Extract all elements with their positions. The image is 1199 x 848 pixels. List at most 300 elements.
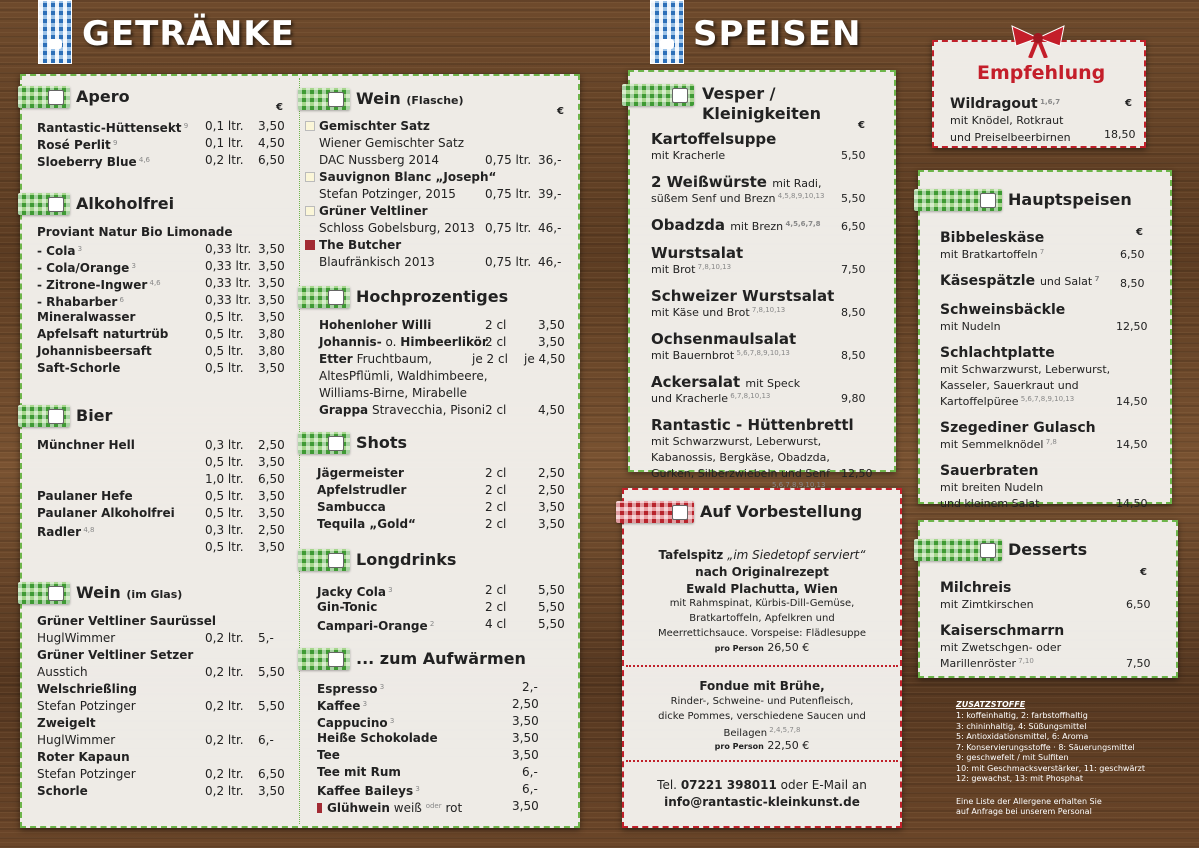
dish-name <box>651 330 796 348</box>
section-title <box>356 550 456 569</box>
section-title-text: Auf Vorbestellung <box>700 502 863 521</box>
drink-price: 3,50 <box>258 293 285 307</box>
drink-price: 5,50 <box>538 583 565 597</box>
dish-price: 7,50 <box>841 263 866 276</box>
drink-name-2: Himbeerlikör <box>400 335 488 349</box>
drink-row <box>37 750 298 765</box>
euro-header: € <box>1140 567 1147 578</box>
vorbestellung-line <box>626 548 898 562</box>
drink-name: Sambucca <box>317 500 386 514</box>
dish-price: 14,50 <box>1116 438 1148 451</box>
allergen-note: Eine Liste der Allergene erhalten Sie <box>956 797 1102 806</box>
fondue-price: 22,50 € <box>767 739 810 752</box>
drink-price: 2,50 <box>538 483 565 497</box>
gluehwein-icon <box>317 803 322 813</box>
dish-name <box>940 580 1011 596</box>
vorbestellung-line <box>626 565 898 579</box>
tafelspitz-name: Tafelspitz <box>658 548 724 562</box>
dish-inline: mit Speck <box>745 377 801 390</box>
vorbestellung-line <box>626 641 898 654</box>
drink-price: 3,50 <box>258 276 285 290</box>
tafelspitz-line: Ewald Plachutta, Wien <box>686 582 838 596</box>
dish-price: 18,50 <box>1104 128 1136 141</box>
section-title-text: Shots <box>356 433 408 452</box>
drink-name: Gemischter Satz <box>319 119 430 133</box>
vorbestellung-divider-1 <box>626 665 898 667</box>
dish-name <box>940 420 1096 436</box>
drink-extra: rot <box>445 801 463 815</box>
bow-icon <box>1006 24 1070 58</box>
drink-qty: 2 cl <box>485 600 507 614</box>
dish-name <box>651 130 776 148</box>
drink-sub: Schloss Gobelsburg, 2013 <box>319 221 475 235</box>
drink-extra: Williams-Birne, Mirabelle <box>319 386 468 400</box>
zusatzstoffe-line: 3: chininhaltig, 4: Süßungsmittel <box>956 721 1087 731</box>
dish-name <box>651 216 821 234</box>
allergen-line <box>772 481 825 494</box>
drink-qty: 0,75 ltr. <box>485 187 532 201</box>
dish-name <box>651 173 821 191</box>
drink-price: je 4,50 <box>524 352 566 366</box>
section-badge-icon <box>298 432 350 454</box>
drink-price: 2,50 <box>538 466 565 480</box>
drink-sub: Stefan Potzinger <box>37 699 136 713</box>
drink-row <box>319 386 467 401</box>
section-title-text: Vesper / Kleinigkeiten <box>702 84 821 123</box>
dish-price: 9,80 <box>841 392 866 405</box>
euro-header: € <box>858 120 865 131</box>
vorbestellung-line <box>626 778 898 792</box>
food-heading: SPEISEN <box>693 14 862 54</box>
drink-price: 3,80 <box>258 344 285 358</box>
dish-name <box>940 302 1065 318</box>
dish-desc <box>940 438 1057 451</box>
dish-desc <box>940 641 1061 654</box>
drink-price: 3,50 <box>258 259 285 273</box>
dish-desc-text: Kartoffelpüree <box>940 395 1019 408</box>
drink-price: 2,- <box>522 680 538 694</box>
drink-name: Grüner Veltliner Saurüssel <box>37 614 216 628</box>
section-title-text: ... zum Aufwärmen <box>356 649 526 668</box>
tafelspitz-quote: „im Siedetopf serviert“ <box>727 548 866 562</box>
dish-desc <box>651 263 731 276</box>
drink-name: Münchner Hell <box>37 438 135 452</box>
dish-desc <box>940 320 1001 333</box>
allergen-sup: 3 <box>360 700 368 708</box>
drink-name: Gin-Tonic <box>317 600 378 614</box>
dish-desc-text: mit Brot <box>651 263 696 276</box>
dish-desc-text: mit Bauernbrot <box>651 349 735 362</box>
section-title <box>1008 540 1087 559</box>
drink-name: Radler <box>37 525 82 539</box>
drink-row <box>37 614 298 629</box>
drink-qty: 0,1 ltr. <box>205 119 244 133</box>
drink-name: Proviant Natur Bio Limonade <box>37 225 233 239</box>
dish-title: Ochsenmaulsalat <box>651 330 797 348</box>
drink-name: Kaffee Baileys <box>317 784 414 798</box>
drink-qty: 0,5 ltr. <box>205 344 244 358</box>
drink-price: 2,50 <box>512 697 539 711</box>
dish-price: 8,50 <box>841 349 866 362</box>
drink-row <box>317 765 401 780</box>
section-badge-icon <box>18 405 70 427</box>
dish-desc-text: mit Nudeln <box>940 320 1001 333</box>
dish-title: Wildragout <box>950 96 1038 112</box>
drink-price: 3,50 <box>512 731 539 745</box>
drink-qty: 0,5 ltr. <box>205 489 244 503</box>
allergen-sup: 7,8,10,13 <box>695 263 732 271</box>
flag-left <box>38 0 72 64</box>
drink-qty: 0,2 ltr. <box>205 733 244 747</box>
drink-name: Tee <box>317 748 340 762</box>
dish-title: 2 Weißwürste <box>651 173 767 191</box>
white-wine-icon <box>305 172 315 182</box>
dish-desc-text: mit Schwarzwurst, Leberwurst, <box>940 363 1111 376</box>
dish-price: 5,50 <box>841 192 866 205</box>
vorbestellung-line <box>626 613 898 624</box>
drink-sub: HuglWimmer <box>37 733 116 747</box>
drink-qty: 0,75 ltr. <box>485 153 532 167</box>
section-badge-icon <box>298 286 350 308</box>
drink-name: Paulaner Alkoholfrei <box>37 506 175 520</box>
section-title <box>702 84 822 124</box>
drink-price: 6,- <box>522 765 538 779</box>
section-title <box>356 433 407 452</box>
drink-row <box>305 221 475 236</box>
drink-qty: 0,75 ltr. <box>485 221 532 235</box>
allergen-sup: 5,6,7,8,9,10,13 <box>772 481 826 489</box>
drink-name: Glühwein <box>327 801 390 815</box>
allergen-sup: 3 <box>75 245 83 253</box>
section-title-text: Wein <box>76 583 121 602</box>
drink-qty: 0,2 ltr. <box>205 767 244 781</box>
drink-name: The Butcher <box>319 238 402 252</box>
drink-name: Apfelstrudler <box>317 483 407 497</box>
allergen-sup: 6 <box>117 296 124 304</box>
fondue-desc: dicke Pommes, verschiedene Saucen und <box>658 711 866 722</box>
drink-price: 5,50 <box>258 665 285 679</box>
drink-name: Zweigelt <box>37 716 96 730</box>
drink-name: Johannisbeersaft <box>37 344 152 358</box>
allergen-sup: 3 <box>377 683 385 691</box>
allergen-sup: 3 <box>387 717 395 725</box>
dish-desc <box>940 379 1079 392</box>
allergen-sup: 3 <box>385 586 393 594</box>
dish-desc <box>940 497 1039 510</box>
dish-desc-text: und kleinem Salat <box>940 497 1040 510</box>
drink-price: 6,- <box>522 782 538 796</box>
drink-extra: o. <box>385 335 397 349</box>
drink-qty: 2 cl <box>485 403 507 417</box>
dish-desc <box>940 481 1043 494</box>
drink-qty: je 2 cl <box>472 352 508 366</box>
dish-desc <box>651 306 785 319</box>
drink-price: 6,50 <box>258 767 285 781</box>
drink-row <box>319 318 431 333</box>
drink-row <box>317 782 420 799</box>
dish-desc-text: mit Kracherle <box>651 149 726 162</box>
drink-name: - Rhabarber <box>37 295 118 309</box>
drink-price: 4,50 <box>258 136 285 150</box>
drink-qty: 2 cl <box>485 335 507 349</box>
drink-name: Tequila „Gold“ <box>317 517 416 531</box>
drink-price: 3,50 <box>258 119 285 133</box>
dish-inline: und Salat <box>1039 275 1093 288</box>
section-badge-icon <box>914 539 1002 561</box>
drink-name: Roter Kapaun <box>37 750 130 764</box>
section-title-text: Apero <box>76 87 130 106</box>
per-person: pro Person <box>714 644 764 653</box>
dish-desc <box>651 467 830 480</box>
section-title <box>76 194 174 213</box>
dish-desc-text: mit Käse und Brot <box>651 306 750 319</box>
allergen-sup: 2 <box>427 620 435 628</box>
drink-row <box>317 697 367 714</box>
drink-name: Rosé Perlit <box>37 138 111 152</box>
dish-title: Bibbeleskäse <box>940 230 1045 246</box>
dish-name <box>651 373 800 391</box>
section-badge-icon <box>622 84 694 106</box>
drink-price: 4,50 <box>538 403 565 417</box>
drink-price: 3,50 <box>258 540 285 554</box>
drink-sub: DAC Nussberg 2014 <box>319 153 439 167</box>
white-wine-icon <box>305 206 315 216</box>
dish-title: Kaiserschmarrn <box>940 623 1065 639</box>
drink-name: Grappa <box>319 403 369 417</box>
allergen-sup: 6,7,8,10,13 <box>728 392 771 400</box>
drink-qty: 0,2 ltr. <box>205 665 244 679</box>
drink-qty: 0,3 ltr. <box>205 523 244 537</box>
dish-price: 14,50 <box>1116 395 1148 408</box>
hauptspeisen-panel <box>918 170 1172 504</box>
drink-row <box>305 153 439 168</box>
dish-title: Sauerbraten <box>940 463 1039 479</box>
vorbestellung-line <box>626 696 898 707</box>
allergen-sup: 4,6 <box>136 156 151 164</box>
section-badge-icon <box>616 501 694 523</box>
dish-name <box>950 96 1060 112</box>
drink-name: Hohenloher Willi <box>319 318 432 332</box>
fondue-desc: Rinder-, Schweine- und Putenfleisch, <box>670 696 854 707</box>
dish-price: 6,50 <box>841 220 866 233</box>
dish-desc-text: mit breiten Nudeln <box>940 481 1044 494</box>
zusatzstoffe-line: 1: koffeinhaltig, 2: farbstoffhaltig <box>956 711 1088 720</box>
dish-desc <box>651 149 725 162</box>
allergen-sup: 9 <box>181 122 189 130</box>
dish-inline: mit Brezn <box>730 220 784 233</box>
drink-name: Paulaner Hefe <box>37 489 133 503</box>
section-badge-icon <box>298 549 350 571</box>
drink-row <box>319 335 488 350</box>
section-title-text: Desserts <box>1008 540 1088 559</box>
drink-price: 3,50 <box>258 506 285 520</box>
drink-qty: 0,5 ltr. <box>205 540 244 554</box>
dish-title: Kartoffelsuppe <box>651 130 777 148</box>
drink-price: 3,50 <box>258 784 285 798</box>
drink-qty: 0,5 ltr. <box>205 310 244 324</box>
drink-qty: 0,2 ltr. <box>205 784 244 798</box>
drink-qty: 4 cl <box>485 617 507 631</box>
drink-qty: 0,1 ltr. <box>205 136 244 150</box>
drink-name: Sauvignon Blanc „Joseph“ <box>319 170 497 184</box>
dish-desc-text: mit Bratkartoffeln <box>940 248 1038 261</box>
drink-sub: Wiener Gemischter Satz <box>319 136 465 150</box>
vorbestellung-panel <box>622 488 902 828</box>
section-subtitle: (im Glas) <box>126 588 183 601</box>
per-person: pro Person <box>714 742 764 751</box>
drink-row <box>317 748 340 763</box>
dish-desc <box>940 395 1074 408</box>
drink-price: 2,50 <box>258 438 285 452</box>
drink-name: Sloeberry Blue <box>37 155 137 169</box>
drink-price: 46,- <box>538 255 562 269</box>
section-badge-icon <box>914 189 1002 211</box>
empfehlung-title: Empfehlung <box>977 62 1106 84</box>
fondue-name: Fondue mit Brühe, <box>699 679 825 693</box>
euro-header: € <box>1136 227 1143 238</box>
drink-extra: Fruchtbaum, <box>356 352 433 366</box>
dish-name <box>940 230 1044 246</box>
drink-qty: 0,2 ltr. <box>205 153 244 167</box>
drink-qty: 0,5 ltr. <box>205 327 244 341</box>
drink-qty: 0,33 ltr. <box>205 242 252 256</box>
dish-desc-text: mit Schwarzwurst, Leberwurst, <box>651 435 822 448</box>
dish-price: 5,50 <box>841 149 866 162</box>
drink-name: Johannis- <box>319 335 382 349</box>
drink-name: Cappucino <box>317 716 388 730</box>
dish-name <box>940 463 1038 479</box>
dish-inline: mit Radi, <box>772 177 822 190</box>
drink-sub: Ausstich <box>37 665 88 679</box>
section-title-text: Longdrinks <box>356 550 457 569</box>
dish-price: 7,50 <box>1126 657 1151 670</box>
drink-row <box>305 255 435 270</box>
drink-price: 5,- <box>258 631 274 645</box>
dish-desc <box>940 657 1034 670</box>
drink-price: 3,50 <box>538 318 565 332</box>
dish-desc <box>651 451 830 464</box>
allergen-sup: 7,8 <box>1043 438 1057 446</box>
allergen-sup: 4,6 <box>147 279 161 287</box>
zusatzstoffe-line: 12: gewachst, 13: mit Phosphat <box>956 774 1083 783</box>
drink-qty: 1,0 ltr. <box>205 472 244 486</box>
dish-name <box>651 287 834 305</box>
drink-name: Jägermeister <box>317 466 404 480</box>
email-link[interactable]: info@rantastic-kleinkunst.de <box>664 795 860 809</box>
drink-price: 5,50 <box>538 617 565 631</box>
section-title-text: Wein <box>356 89 401 108</box>
vorbestellung-line <box>626 598 898 609</box>
drink-name: Campari-Orange <box>317 619 428 633</box>
zusatzstoffe-line: 7: Konservierungsstoffe · 8: Säuerungsmittel <box>956 742 1135 752</box>
drink-extra: oder <box>425 802 442 810</box>
drink-price: 2,50 <box>258 523 285 537</box>
vorbestellung-line <box>626 739 898 752</box>
allergen-sup: 9 <box>110 139 118 147</box>
flag-right <box>650 0 684 64</box>
drink-name: Welschrießling <box>37 682 138 696</box>
drink-price: 3,50 <box>258 310 285 324</box>
drink-name: Espresso <box>317 682 378 696</box>
drink-price: 3,50 <box>512 799 539 813</box>
dish-title: Schlachtplatte <box>940 345 1055 361</box>
dish-desc-text: und Kracherle <box>651 392 729 405</box>
drink-price: 3,50 <box>258 489 285 503</box>
drink-sub: Stefan Potzinger <box>37 767 136 781</box>
dish-price: 6,50 <box>1126 598 1151 611</box>
vorbestellung-line <box>626 582 898 596</box>
dish-name <box>651 244 743 262</box>
section-title <box>1008 190 1132 209</box>
fondue-desc: Beilagen <box>723 728 768 739</box>
drink-qty: 0,2 ltr. <box>205 699 244 713</box>
drink-sub: HuglWimmer <box>37 631 116 645</box>
drink-row <box>37 682 298 697</box>
dish-title: Rantastic - Hüttenbrettl <box>651 416 854 434</box>
drink-name: Grüner Veltliner Setzer <box>37 648 194 662</box>
dish-desc <box>651 392 770 405</box>
drink-sub: Blaufränkisch 2013 <box>319 255 435 269</box>
drink-price: 5,50 <box>538 600 565 614</box>
drink-price: 46,- <box>538 221 562 235</box>
allergen-sup: 7 <box>1092 275 1100 283</box>
drink-row <box>305 238 401 253</box>
drink-price: 3,50 <box>538 335 565 349</box>
drink-name: Jacky Cola <box>317 585 386 599</box>
drink-qty: 0,3 ltr. <box>205 438 244 452</box>
drink-row <box>305 119 430 134</box>
zusatzstoffe-line: 9: geschwefelt / mit Sulfiten <box>956 753 1069 762</box>
drink-extra: Stravecchia, Pisoni <box>371 403 486 417</box>
allergen-sup: 4,5,8,9,10,13 <box>775 192 825 200</box>
dish-price: 8,50 <box>841 306 866 319</box>
drink-qty: 0,75 ltr. <box>485 255 532 269</box>
section-title <box>76 87 130 106</box>
section-title <box>700 502 862 521</box>
allergen-sup: 7,8,10,13 <box>749 306 786 314</box>
tafelspitz-price: 26,50 € <box>767 641 810 654</box>
tel-number: 07221 398011 <box>680 778 777 792</box>
drink-row <box>319 403 485 418</box>
drink-qty: 2 cl <box>485 583 507 597</box>
allergen-sup: 4,8 <box>81 526 95 534</box>
drink-row <box>37 716 298 731</box>
dish-name <box>940 345 1055 361</box>
drink-row <box>305 170 496 185</box>
dish-desc-text: mit Zimtkirschen <box>940 598 1034 611</box>
dish-title: Schweizer Wurstsalat <box>651 287 835 305</box>
section-title <box>356 649 526 668</box>
dish-desc <box>940 248 1044 261</box>
drink-extra: AltesPflümli, Waldhimbeere, <box>319 369 488 383</box>
dish-desc: mit Knödel, Rotkraut <box>950 114 1064 127</box>
section-badge-icon <box>18 193 70 215</box>
drink-price: 6,- <box>258 733 274 747</box>
euro-header: € <box>1125 98 1132 109</box>
allergen-sup: 4,5,6,7,8 <box>783 220 821 228</box>
section-badge-icon <box>298 648 350 670</box>
allergen-sup: 3 <box>129 262 136 270</box>
tafelspitz-desc: Meerrettichsauce. Vorspeise: Flädlesuppe <box>657 628 867 639</box>
dish-desc-text: Kasseler, Sauerkraut und <box>940 379 1079 392</box>
drink-qty: 0,5 ltr. <box>205 361 244 375</box>
section-badge-icon <box>298 88 350 110</box>
dish-desc <box>651 349 790 362</box>
drink-price: 3,50 <box>512 714 539 728</box>
drink-name: - Zitrone-Ingwer <box>37 278 148 292</box>
allergen-sup: 7 <box>1037 248 1045 256</box>
zusatzstoffe-line: 10: mit Geschmacksverstärker, 11: geschwärzt <box>956 763 1145 773</box>
